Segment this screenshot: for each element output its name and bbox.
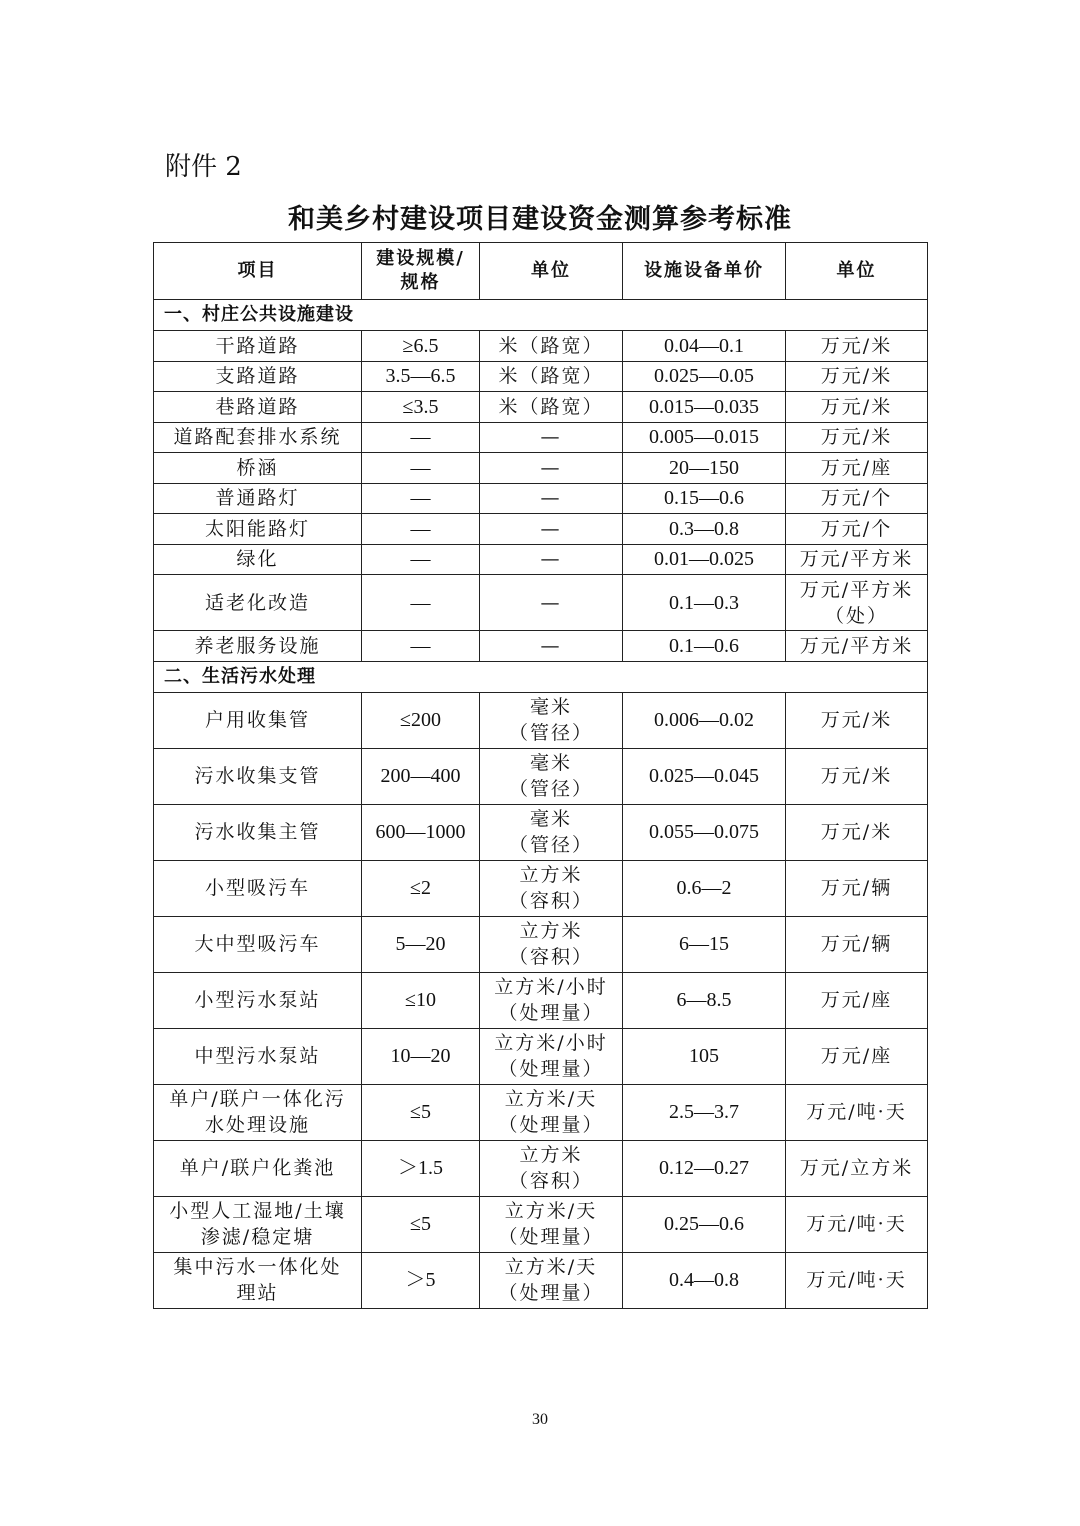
table-row xyxy=(154,804,928,860)
cell-item: 适老化改造 xyxy=(154,575,362,631)
cell-unit: 立方米/天 （处理量） xyxy=(480,1084,623,1140)
cell-scale: — xyxy=(362,453,480,484)
table-row xyxy=(154,331,928,362)
cell-unit: — xyxy=(480,514,623,545)
cell-price-unit: 万元/个 xyxy=(786,483,928,514)
cell-unit: 米（路宽） xyxy=(480,392,623,423)
cell-item: 干路道路 xyxy=(154,331,362,362)
cell-price-unit: 万元/米 xyxy=(786,748,928,804)
cell-price: 0.4—0.8 xyxy=(623,1252,786,1308)
table-row xyxy=(154,392,928,423)
page-title: 和美乡村建设项目建设资金测算参考标准 xyxy=(288,204,792,235)
cell-scale: ≤5 xyxy=(362,1196,480,1252)
cell-price: 0.055—0.075 xyxy=(623,804,786,860)
cell-item: 道路配套排水系统 xyxy=(154,422,362,453)
cell-unit: — xyxy=(480,422,623,453)
table-row xyxy=(154,1252,928,1308)
cell-price: 0.025—0.05 xyxy=(623,361,786,392)
cell-unit: — xyxy=(480,544,623,575)
cost-standard-table xyxy=(153,242,928,1309)
header-price-unit: 单位 xyxy=(786,243,928,300)
cell-price-unit: 万元/米 xyxy=(786,392,928,423)
table-row xyxy=(154,631,928,662)
cell-item: 普通路灯 xyxy=(154,483,362,514)
cell-unit: 立方米/小时 （处理量） xyxy=(480,1028,623,1084)
cell-price-unit: 万元/平方米 xyxy=(786,544,928,575)
table-body xyxy=(154,300,928,1309)
cell-price-unit: 万元/个 xyxy=(786,514,928,545)
cell-unit: — xyxy=(480,575,623,631)
cell-item: 小型人工湿地/土壤 渗滤/稳定塘 xyxy=(154,1196,362,1252)
cell-scale: — xyxy=(362,422,480,453)
table-row xyxy=(154,916,928,972)
cell-price-unit: 万元/座 xyxy=(786,972,928,1028)
cell-scale: 10—20 xyxy=(362,1028,480,1084)
cell-item: 单户/联户化粪池 xyxy=(154,1140,362,1196)
cell-item: 小型吸污车 xyxy=(154,860,362,916)
cell-item: 单户/联户一体化污 水处理设施 xyxy=(154,1084,362,1140)
cell-price: 0.12—0.27 xyxy=(623,1140,786,1196)
cell-price: 0.3—0.8 xyxy=(623,514,786,545)
cell-price-unit: 万元/辆 xyxy=(786,916,928,972)
table-row xyxy=(154,1196,928,1252)
cell-scale: 5—20 xyxy=(362,916,480,972)
page-number: 30 xyxy=(532,1411,548,1428)
cell-item: 养老服务设施 xyxy=(154,631,362,662)
cell-price: 2.5—3.7 xyxy=(623,1084,786,1140)
cell-scale: 600—1000 xyxy=(362,804,480,860)
cell-scale: — xyxy=(362,514,480,545)
cell-unit: 毫米 （管径） xyxy=(480,748,623,804)
cell-scale: ≤10 xyxy=(362,972,480,1028)
table-row xyxy=(154,514,928,545)
cell-price: 20—150 xyxy=(623,453,786,484)
table-row xyxy=(154,1028,928,1084)
section-title: 二、生活污水处理 xyxy=(154,661,928,692)
cell-item: 污水收集主管 xyxy=(154,804,362,860)
cell-scale: ＞5 xyxy=(362,1252,480,1308)
cell-unit: 立方米 （容积） xyxy=(480,916,623,972)
cell-price-unit: 万元/立方米 xyxy=(786,1140,928,1196)
cell-scale: ≥6.5 xyxy=(362,331,480,362)
header-price: 设施设备单价 xyxy=(623,243,786,300)
cell-scale: ≤3.5 xyxy=(362,392,480,423)
cell-price: 105 xyxy=(623,1028,786,1084)
cell-price: 0.1—0.3 xyxy=(623,575,786,631)
cell-unit: 立方米 （容积） xyxy=(480,1140,623,1196)
cell-price-unit: 万元/座 xyxy=(786,1028,928,1084)
cell-price: 0.6—2 xyxy=(623,860,786,916)
cell-price: 0.25—0.6 xyxy=(623,1196,786,1252)
cell-unit: 立方米/小时 （处理量） xyxy=(480,972,623,1028)
cell-scale: ≤200 xyxy=(362,692,480,748)
section-title: 一、村庄公共设施建设 xyxy=(154,300,928,331)
header-unit: 单位 xyxy=(480,243,623,300)
cell-scale: — xyxy=(362,575,480,631)
cell-price-unit: 万元/米 xyxy=(786,331,928,362)
table-row xyxy=(154,972,928,1028)
cell-price-unit: 万元/吨·天 xyxy=(786,1084,928,1140)
cell-item: 中型污水泵站 xyxy=(154,1028,362,1084)
cell-price-unit: 万元/辆 xyxy=(786,860,928,916)
cell-scale: ≤5 xyxy=(362,1084,480,1140)
cell-unit: 米（路宽） xyxy=(480,361,623,392)
cell-unit: 毫米 （管径） xyxy=(480,804,623,860)
cell-unit: 立方米 （容积） xyxy=(480,860,623,916)
cell-scale: ≤2 xyxy=(362,860,480,916)
section-row xyxy=(154,661,928,692)
header-scale: 建设规模/ 规格 xyxy=(362,243,480,300)
table-row xyxy=(154,1140,928,1196)
cell-price: 0.006—0.02 xyxy=(623,692,786,748)
cell-unit: — xyxy=(480,483,623,514)
cell-scale: — xyxy=(362,631,480,662)
cell-item: 污水收集支管 xyxy=(154,748,362,804)
cell-item: 桥涵 xyxy=(154,453,362,484)
cell-price-unit: 万元/吨·天 xyxy=(786,1252,928,1308)
table-row xyxy=(154,453,928,484)
cell-price-unit: 万元/米 xyxy=(786,361,928,392)
cell-price: 0.005—0.015 xyxy=(623,422,786,453)
cell-price-unit: 万元/米 xyxy=(786,422,928,453)
cell-price: 0.025—0.045 xyxy=(623,748,786,804)
cell-unit: 毫米 （管径） xyxy=(480,692,623,748)
cell-item: 户用收集管 xyxy=(154,692,362,748)
cell-scale: 3.5—6.5 xyxy=(362,361,480,392)
table-row xyxy=(154,860,928,916)
cell-scale: 200—400 xyxy=(362,748,480,804)
table-header-row xyxy=(154,243,928,300)
cell-unit: 立方米/天 （处理量） xyxy=(480,1196,623,1252)
cell-price: 0.15—0.6 xyxy=(623,483,786,514)
cell-unit: — xyxy=(480,453,623,484)
cell-scale: — xyxy=(362,544,480,575)
table-row xyxy=(154,422,928,453)
table-row xyxy=(154,575,928,631)
cell-item: 支路道路 xyxy=(154,361,362,392)
cell-item: 绿化 xyxy=(154,544,362,575)
header-item: 项目 xyxy=(154,243,362,300)
table-row xyxy=(154,1084,928,1140)
attachment-label: 附件 2 xyxy=(165,152,242,182)
cell-price-unit: 万元/平方米 xyxy=(786,631,928,662)
cell-price: 0.1—0.6 xyxy=(623,631,786,662)
cell-unit: 米（路宽） xyxy=(480,331,623,362)
cell-item: 集中污水一体化处 理站 xyxy=(154,1252,362,1308)
cell-price-unit: 万元/座 xyxy=(786,453,928,484)
cell-scale: ＞1.5 xyxy=(362,1140,480,1196)
cell-price: 6—15 xyxy=(623,916,786,972)
cell-price-unit: 万元/吨·天 xyxy=(786,1196,928,1252)
cell-item: 巷路道路 xyxy=(154,392,362,423)
cell-item: 小型污水泵站 xyxy=(154,972,362,1028)
cell-unit: 立方米/天 （处理量） xyxy=(480,1252,623,1308)
cell-price-unit: 万元/米 xyxy=(786,692,928,748)
section-row xyxy=(154,300,928,331)
cell-price: 0.04—0.1 xyxy=(623,331,786,362)
cell-price: 6—8.5 xyxy=(623,972,786,1028)
table-row xyxy=(154,483,928,514)
cell-scale: — xyxy=(362,483,480,514)
cell-unit: — xyxy=(480,631,623,662)
table-row xyxy=(154,748,928,804)
cell-item: 大中型吸污车 xyxy=(154,916,362,972)
cell-item: 太阳能路灯 xyxy=(154,514,362,545)
cell-price-unit: 万元/米 xyxy=(786,804,928,860)
cell-price-unit: 万元/平方米 （处） xyxy=(786,575,928,631)
cell-price: 0.01—0.025 xyxy=(623,544,786,575)
table-row xyxy=(154,544,928,575)
cell-price: 0.015—0.035 xyxy=(623,392,786,423)
table-row xyxy=(154,692,928,748)
table-row xyxy=(154,361,928,392)
